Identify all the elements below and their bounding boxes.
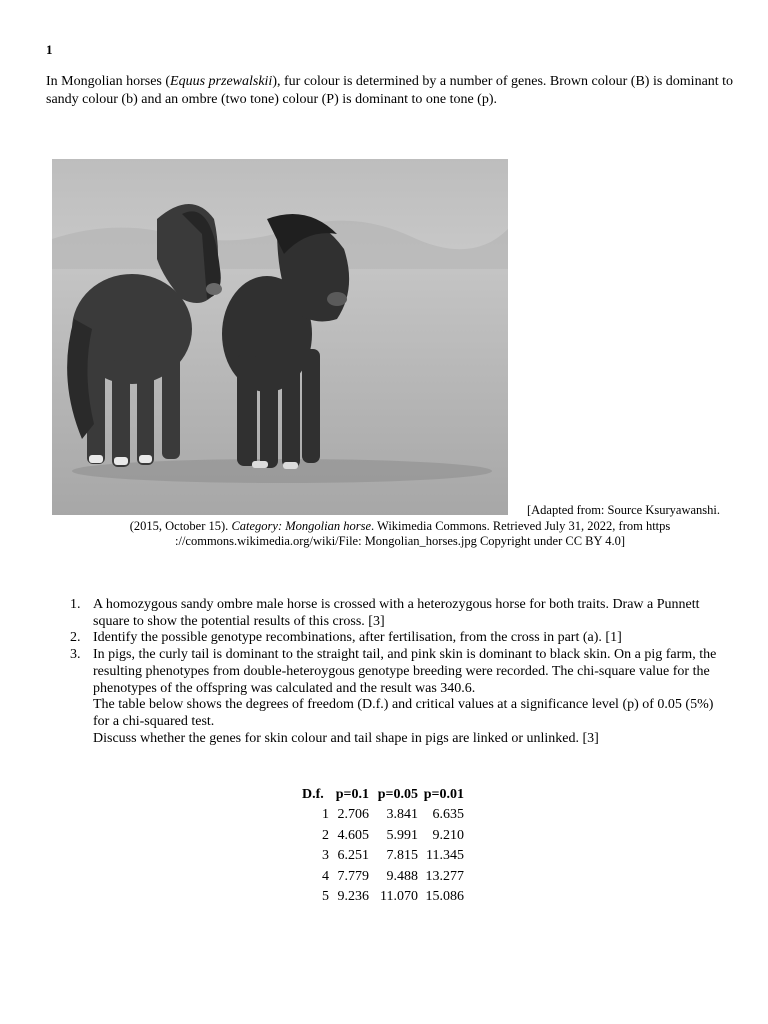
chi-square-table [302, 785, 464, 908]
caption-category: Category: Mongolian horse [231, 518, 372, 533]
table-cell: 7.779 [337, 868, 369, 884]
table-cell: 5 [322, 889, 329, 905]
table-header: p=0.1 [335, 787, 369, 802]
caption-line-2 [80, 519, 720, 535]
table-row [302, 887, 464, 908]
table-cell: 9.488 [386, 868, 418, 884]
question-text: In pigs, the curly tail is dominant to the straight tail, and pink skin is dominant to black skin. On a pig farm, the resulting phenotypes from double-heteroygous genotype breeding were recorded. The chi-square value for the phenotypes of the offspring was calculated and the result was 340.6. [93, 647, 717, 696]
table-cell: 6.251 [337, 848, 369, 864]
table-cell: 2.706 [337, 807, 369, 823]
question-text: Identify the possible genotype recombinations, after fertilisation, from the cross in part (a). [1] [93, 630, 622, 646]
table-cell: 3 [322, 848, 329, 864]
table-cell: 7.815 [386, 848, 418, 864]
question-item [70, 647, 720, 747]
mongolian-horses-photo [52, 159, 508, 515]
table-cell: 3.841 [386, 807, 418, 823]
question-item [70, 597, 720, 630]
table-cell: 11.070 [380, 889, 418, 905]
table-cell: 6.635 [432, 807, 464, 823]
question-text: A homozygous sandy ombre male horse is crossed with a heterozygous horse for both traits. Draw a Punnett square to show the potential results of this cross. [3] [93, 597, 700, 629]
question-list [70, 597, 720, 747]
table-cell: 9.210 [432, 827, 464, 843]
table-row [302, 805, 464, 826]
table-cell: 13.277 [425, 868, 464, 884]
species-name: Equus przewalskii [170, 74, 273, 89]
table-row [302, 826, 464, 847]
question-item-number: 2. [70, 630, 81, 646]
table-cell: 4 [322, 868, 329, 884]
table-cell: 11.345 [426, 848, 464, 864]
table-cell: 15.086 [425, 889, 464, 905]
table-header-row [302, 785, 464, 805]
question-text: Discuss whether the genes for skin colour and tail shape in pigs are linked or unlinked. [3] [93, 730, 599, 746]
intro-text-b: ), fur colour is determined by a number of genes. Brown colour (B) is dominant to sandy colour (b) and an ombre (two tone) colour (P) is dominant to one tone (p). [46, 74, 734, 107]
caption-source: . Wikimedia Commons. Retrieved July 31, 2022, from https [371, 518, 671, 533]
caption-date: (2015, October 15). [129, 518, 232, 533]
table-header: p=0.01 [423, 787, 464, 802]
intro-text-a: In Mongolian horses ( [46, 74, 171, 89]
image-caption [80, 503, 720, 550]
caption-line-1: [Adapted from: Source Ksuryawanshi. [526, 503, 720, 517]
question-intro [46, 73, 736, 109]
table-cell: 4.605 [337, 827, 369, 843]
table-cell: 5.991 [386, 827, 418, 843]
question-number: 1 [46, 42, 53, 57]
caption-line-3: ://commons.wikimedia.org/wiki/File: Mongolian_horses.jpg Copyright under CC BY 4.0] [175, 534, 625, 548]
table-row [302, 846, 464, 867]
table-header: D.f. [302, 787, 324, 802]
question-item [70, 630, 720, 647]
table-header: p=0.05 [377, 787, 418, 802]
question-item-number: 3. [70, 647, 81, 663]
question-text: The table below shows the degrees of freedom (D.f.) and critical values at a significance level (p) of 0.05 (5%) for a chi-squared test. [93, 697, 714, 729]
table-row [302, 867, 464, 888]
table-cell: 1 [322, 807, 329, 823]
table-cell: 9.236 [337, 889, 369, 905]
question-item-number: 1. [70, 597, 81, 612]
table-cell: 2 [322, 827, 329, 843]
